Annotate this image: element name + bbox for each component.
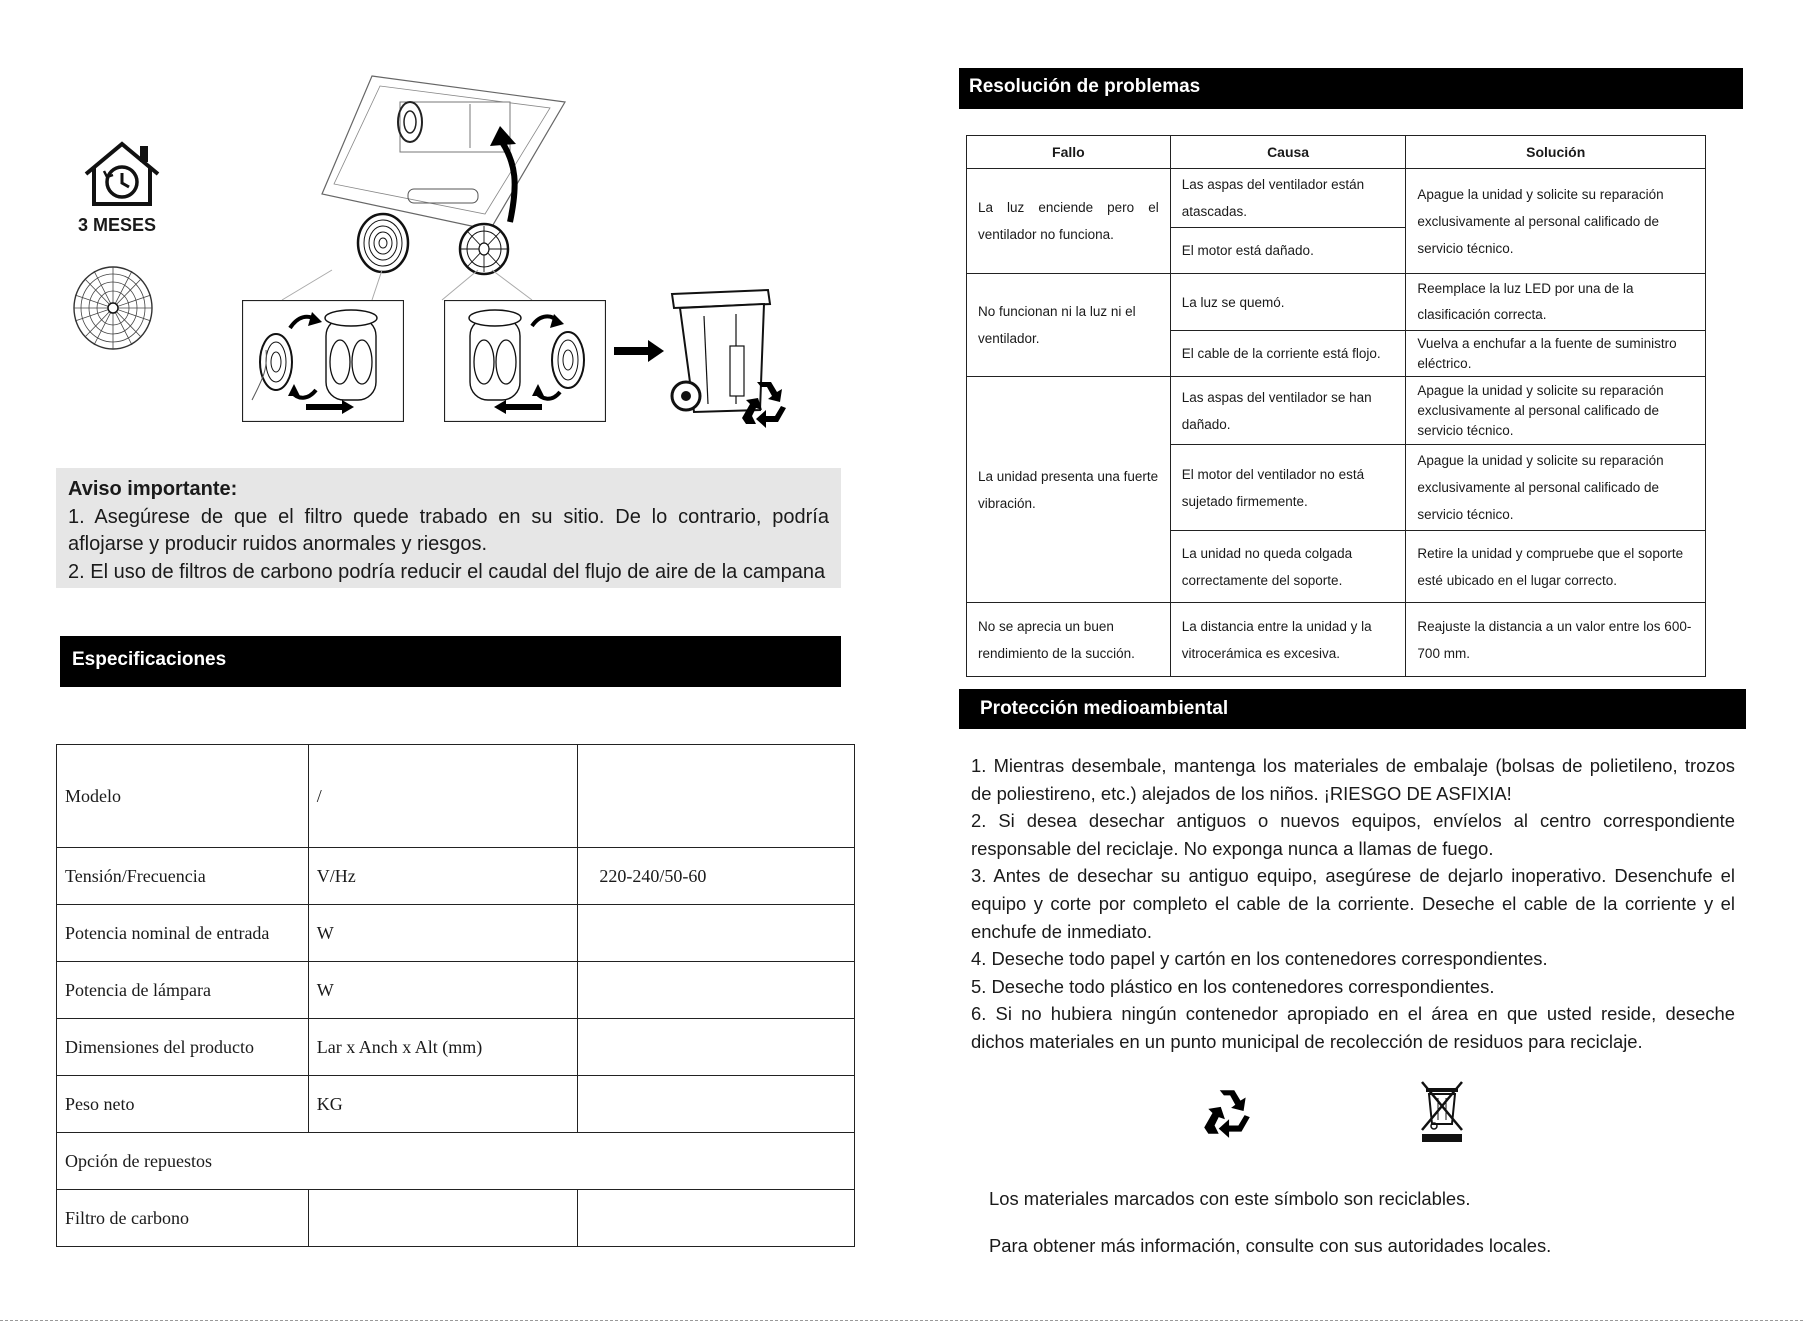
troubleshooting-title: Resolución de problemas xyxy=(969,76,1201,97)
important-notice xyxy=(56,468,841,588)
environment-section-header xyxy=(959,689,1746,729)
spec-unit: W xyxy=(308,905,578,962)
column-header-cause: Causa xyxy=(1170,136,1406,169)
solution-cell: Apague la unidad y solicite su reparación exclusivamente al personal calificado de servicio técnico. xyxy=(1406,445,1706,531)
list-item: 4. Deseche todo papel y cartón en los contenedores correspondientes. xyxy=(971,948,1548,970)
table-header-row xyxy=(967,136,1706,169)
spec-value xyxy=(578,1019,855,1076)
spec-unit: Lar x Anch x Alt (mm) xyxy=(308,1019,578,1076)
cause-cell: Las aspas del ventilador se han dañado. xyxy=(1170,377,1406,445)
troubleshooting-section-header xyxy=(959,68,1743,109)
spec-value xyxy=(578,1190,855,1247)
spec-label: Peso neto xyxy=(57,1076,309,1133)
table-row xyxy=(57,848,855,905)
spec-value xyxy=(578,962,855,1019)
spec-label: Potencia nominal de entrada xyxy=(57,905,309,962)
spec-value xyxy=(578,905,855,962)
list-item: 1. Mientras desembale, mantenga los materiales de embalaje (bolsas de polietileno, trozos de poliestireno, etc.) alejados de los niños. ¡RIESGO DE ASFIXIA! xyxy=(971,755,1735,804)
spec-label: Modelo xyxy=(57,745,309,848)
cause-cell: La unidad no queda colgada correctamente del soporte. xyxy=(1170,531,1406,603)
specs-section-header xyxy=(60,636,841,687)
notice-line-1: 1. Asegúrese de que el filtro quede trabado en su sitio. De lo contrario, podría aflojarse y producir ruidos anormales y riesgos. xyxy=(68,505,829,555)
cause-cell: El motor del ventilador no está sujetado firmemente. xyxy=(1170,445,1406,531)
page-bottom-edge xyxy=(0,1320,1803,1321)
solution-cell: Apague la unidad y solicite su reparación exclusivamente al personal calificado de servicio técnico. xyxy=(1406,377,1706,445)
notice-line-2: 2. El uso de filtros de carbono podría reducir el caudal del flujo de aire de la campana xyxy=(68,560,826,583)
table-row xyxy=(967,377,1706,445)
recycle-icon xyxy=(1198,1086,1256,1138)
house-clock-icon xyxy=(80,138,164,208)
list-item: 2. Si desea desechar antiguos o nuevos equipos, envíelos al centro correspondiente responsable del reciclaje. No exponga nunca a llamas de fuego. xyxy=(971,810,1735,859)
spec-unit: KG xyxy=(308,1076,578,1133)
list-item: 3. Antes de desechar su antiguo equipo, asegúrese de dejarlo inoperativo. Desenchufe el equipo y corte por completo el cable de la corriente. Deseche el cable de la corriente y el enchufe de inmediato. xyxy=(971,865,1735,942)
solution-cell: Retire la unidad y compruebe que el soporte esté ubicado en el lugar correcto. xyxy=(1406,531,1706,603)
recycle-icon xyxy=(736,378,792,428)
fault-cell: La luz enciende pero el ventilador no funciona. xyxy=(967,169,1171,274)
table-row xyxy=(967,169,1706,228)
list-item: 5. Deseche todo plástico en los contenedores correspondientes. xyxy=(971,975,1495,997)
carbon-filter-label: Filtro de carbono xyxy=(57,1190,309,1247)
spec-unit xyxy=(308,1190,578,1247)
solution-cell: Vuelva a enchufar a la fuente de suministro eléctrico. xyxy=(1406,331,1706,377)
specs-title: Especificaciones xyxy=(72,649,227,670)
fault-cell: No se aprecia un buen rendimiento de la succión. xyxy=(967,603,1171,677)
table-row xyxy=(57,1076,855,1133)
fan-grill-icon xyxy=(72,265,154,351)
cause-cell: La luz se quemó. xyxy=(1170,274,1406,331)
environment-list xyxy=(971,752,1735,1056)
table-row xyxy=(57,1133,855,1190)
fault-cell: La unidad presenta una fuerte vibración. xyxy=(967,377,1171,603)
table-row xyxy=(967,603,1706,677)
spec-label: Dimensiones del producto xyxy=(57,1019,309,1076)
solution-cell: Reemplace la luz LED por una de la clasificación correcta. xyxy=(1406,274,1706,331)
authorities-note: Para obtener más información, consulte con sus autoridades locales. xyxy=(989,1235,1552,1256)
spec-value: 220-240/50-60 xyxy=(578,848,855,905)
notice-title: Aviso importante: xyxy=(68,478,238,500)
column-header-solution: Solución xyxy=(1406,136,1706,169)
carbon-filter-icon xyxy=(356,212,410,274)
troubleshooting-table xyxy=(966,135,1706,677)
weee-bin-icon xyxy=(1418,1078,1466,1144)
arrow-right-icon xyxy=(614,340,664,362)
environment-title: Protección medioambiental xyxy=(980,698,1229,719)
table-row xyxy=(57,962,855,1019)
spec-unit: V/Hz xyxy=(308,848,578,905)
cause-cell: Las aspas del ventilador están atascadas. xyxy=(1170,169,1406,228)
spec-value xyxy=(578,1076,855,1133)
table-row xyxy=(57,745,855,848)
guide-lines xyxy=(242,268,612,304)
spec-unit: / xyxy=(308,745,578,848)
column-header-fault: Fallo xyxy=(967,136,1171,169)
table-row xyxy=(967,274,1706,331)
spec-unit: W xyxy=(308,962,578,1019)
solution-cell: Reajuste la distancia a un valor entre los 600-700 mm. xyxy=(1406,603,1706,677)
table-row xyxy=(57,905,855,962)
recyclable-note: Los materiales marcados con este símbolo son reciclables. xyxy=(989,1188,1471,1209)
solution-cell: Apague la unidad y solicite su reparación exclusivamente al personal calificado de servicio técnico. xyxy=(1406,169,1706,274)
cause-cell: La distancia entre la unidad y la vitrocerámica es excesiva. xyxy=(1170,603,1406,677)
filter-install-illustration xyxy=(242,300,404,422)
list-item: 6. Si no hubiera ningún contenedor apropiado en el área en que usted reside, deseche dichos materiales en un punto municipal de recolección de residuos para reciclaje. xyxy=(971,1003,1735,1052)
specs-table xyxy=(56,744,855,1247)
spec-label: Tensión/Frecuencia xyxy=(57,848,309,905)
spec-label: Potencia de lámpara xyxy=(57,962,309,1019)
fault-cell: No funcionan ni la luz ni el ventilador. xyxy=(967,274,1171,377)
spec-value xyxy=(578,745,855,848)
cause-cell: El motor está dañado. xyxy=(1170,228,1406,274)
maintenance-interval-label: 3 MESES xyxy=(78,215,157,235)
table-row xyxy=(57,1019,855,1076)
spare-parts-label: Opción de repuestos xyxy=(57,1133,855,1190)
table-row xyxy=(57,1190,855,1247)
cause-cell: El cable de la corriente está flojo. xyxy=(1170,331,1406,377)
filter-remove-illustration xyxy=(444,300,606,422)
range-hood-illustration xyxy=(320,74,570,230)
